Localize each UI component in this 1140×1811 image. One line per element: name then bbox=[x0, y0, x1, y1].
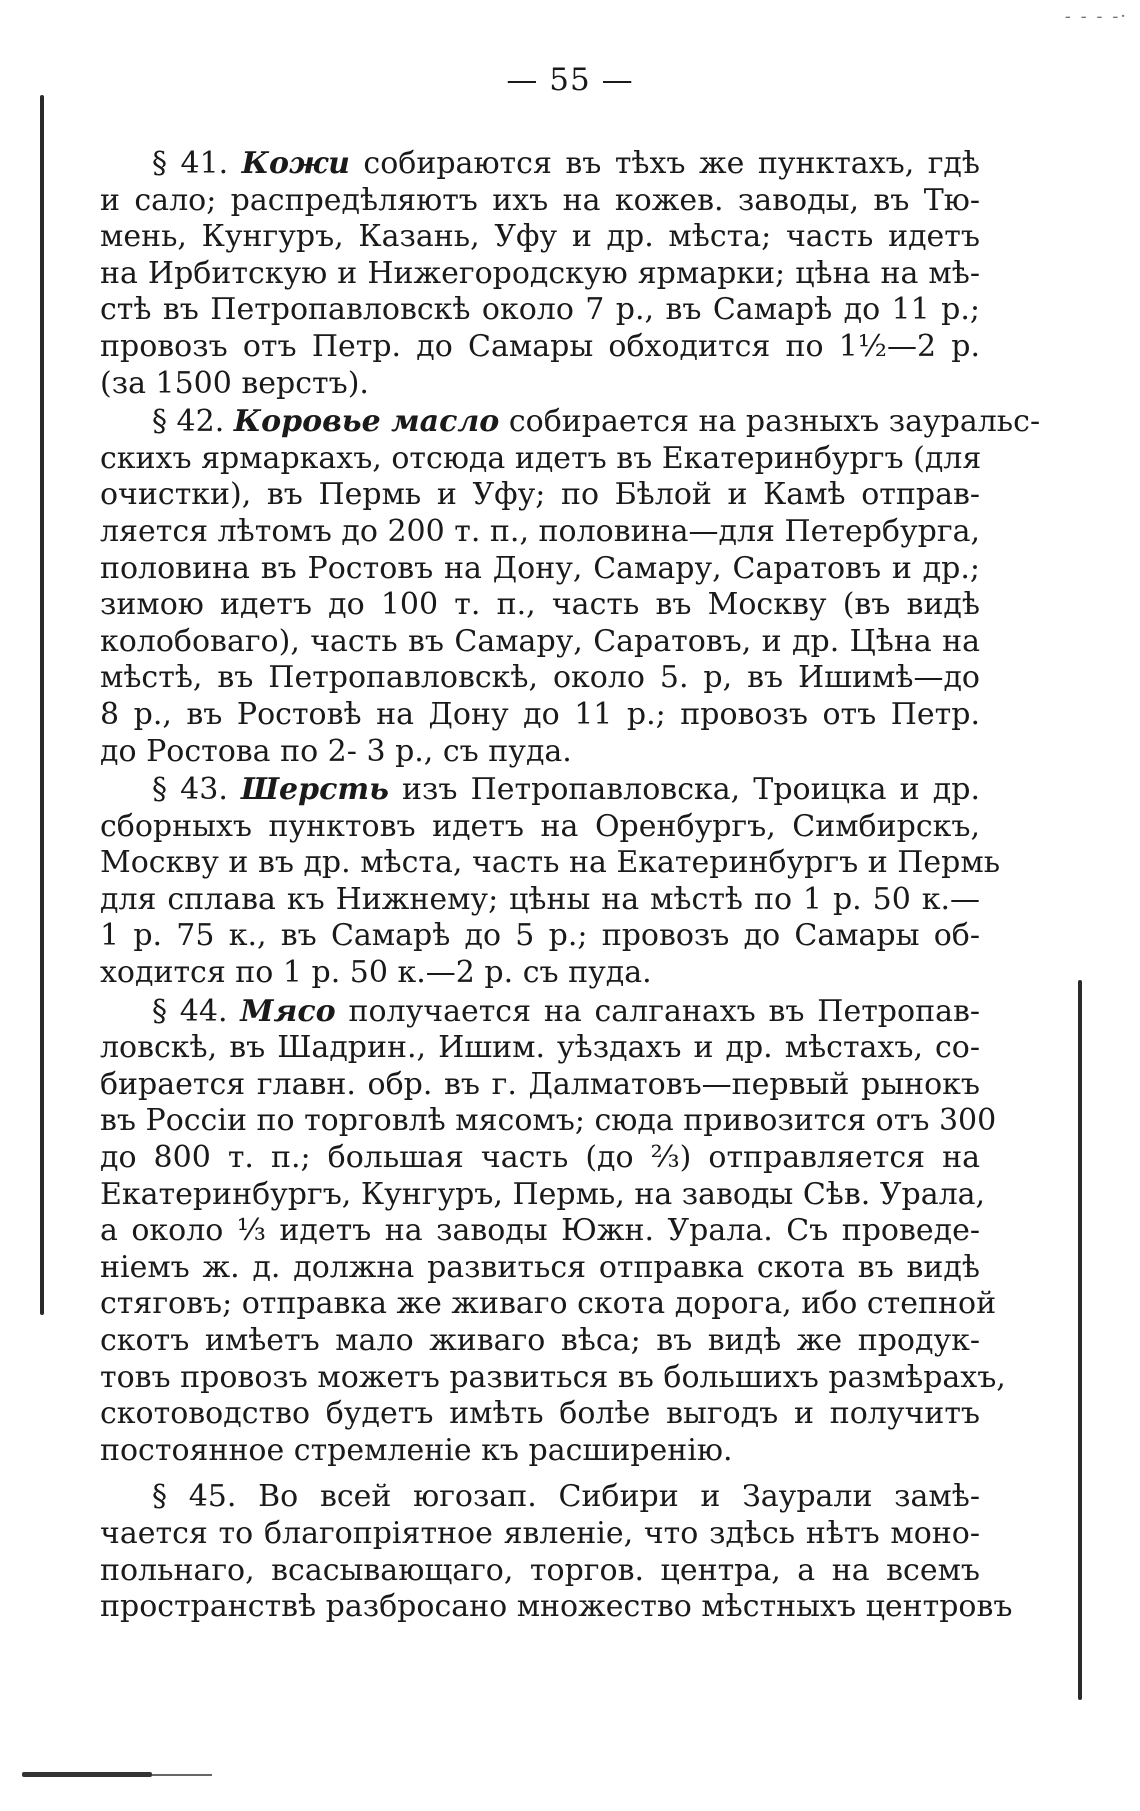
text-line: ходится по 1 р. 50 к.—2 р. съ пуда. bbox=[100, 955, 652, 991]
paragraph-45 bbox=[100, 1479, 1013, 1625]
text-line: товъ провозъ можетъ развиться въ большихъ размѣрахъ, bbox=[100, 1359, 1006, 1395]
text-line: сборныхъ пунктовъ идетъ на Оренбургъ, Симбирскъ, bbox=[100, 808, 980, 844]
text-line: бирается главн. обр. въ г. Далматовъ—первый рынокъ bbox=[100, 1066, 980, 1102]
text-line: 8 р., въ Ростовѣ на Дону до 11 р.; провозъ отъ Петр. bbox=[100, 696, 980, 732]
text-line: очистки), въ Пермь и Уфу; по Бѣлой и Камѣ отправ- bbox=[100, 477, 980, 513]
page-body bbox=[100, 146, 1041, 1626]
right-margin-rule bbox=[1078, 980, 1082, 1700]
text-line: (за 1500 верстъ). bbox=[100, 365, 369, 401]
text-line: § 43. Шерсть изъ Петропавловска, Троицка и др. bbox=[152, 772, 980, 808]
text-line: въ Россіи по торговлѣ мясомъ; сюда привозится отъ 300 bbox=[100, 1103, 997, 1139]
scan-edge-dash bbox=[152, 1774, 212, 1776]
highlighted-term: Шерсть bbox=[241, 772, 389, 808]
text-line: § 44. Мясо получается на салганахъ въ Петропав- bbox=[152, 993, 980, 1029]
paragraph-42 bbox=[100, 404, 1041, 770]
text-line: постоянное стремленіе къ расширенію. bbox=[100, 1432, 733, 1468]
text-line: Екатеринбургъ, Кунгуръ, Пермь, на заводы Сѣв. Урала, bbox=[100, 1176, 986, 1212]
text-line: польнаго, всасывающаго, торгов. центра, а на всемъ bbox=[100, 1552, 980, 1588]
text-line: скотоводство будетъ имѣть болѣе выгодъ и получитъ bbox=[100, 1396, 980, 1432]
text-line: стѣ въ Петропавловскѣ около 7 р., въ Самарѣ до 11 р.; bbox=[100, 292, 980, 328]
left-margin-rule bbox=[40, 95, 44, 1315]
text-line: § 45. Во всей югозап. Сибири и Заурали замѣ- bbox=[152, 1479, 980, 1515]
paragraph-gap bbox=[100, 1469, 980, 1479]
text-line: до Ростова по 2- 3 р., съ пуда. bbox=[100, 733, 572, 769]
margin-marks: - - - -· bbox=[1064, 6, 1128, 27]
highlighted-term: Коровье масло bbox=[233, 404, 500, 440]
text-line: и сало; распредѣляютъ ихъ на кожев. заводы, въ Тю- bbox=[100, 182, 980, 218]
text-line: 1 р. 75 к., въ Самарѣ до 5 р.; провозъ до Самары об- bbox=[100, 918, 980, 954]
text-line: провозъ отъ Петр. до Самары обходится по 1½—2 р. bbox=[100, 328, 980, 364]
paragraph-43 bbox=[100, 772, 1001, 992]
text-line: § 42. Коровье масло собирается на разныхъ зауральс- bbox=[152, 404, 1041, 440]
text-line: до 800 т. п.; большая часть (до ⅔) отправляется на bbox=[100, 1140, 980, 1176]
paragraph-44 bbox=[100, 993, 1006, 1470]
text-line: чается то благопріятное явленіе, что здѣсь нѣтъ моно- bbox=[100, 1515, 980, 1551]
scan-edge-mark bbox=[22, 1772, 152, 1777]
paragraph-41 bbox=[100, 146, 980, 402]
text-line: Москву и въ др. мѣста, часть на Екатеринбургъ и Пермь bbox=[100, 845, 1001, 881]
text-line: скихъ ярмаркахъ, отсюда идетъ въ Екатеринбургъ (для bbox=[100, 440, 982, 476]
text-line: мѣстѣ, въ Петропавловскѣ, около 5. р, въ Ишимѣ—до bbox=[100, 660, 980, 696]
text-line: на Ирбитскую и Нижегородскую ярмарки; цѣна на мѣ- bbox=[100, 255, 980, 291]
text-line: колобоваго), часть въ Самару, Саратовъ, и др. Цѣна на bbox=[100, 623, 980, 659]
text-line: половина въ Ростовъ на Дону, Самару, Саратовъ и др.; bbox=[100, 550, 980, 586]
text-line: ловскѣ, въ Шадрин., Ишим. уѣздахъ и др. мѣстахъ, со- bbox=[100, 1030, 980, 1066]
text-line: для сплава къ Нижнему; цѣны на мѣстѣ по 1 р. 50 к.— bbox=[100, 881, 980, 917]
text-line: § 41. Кожи собираются въ тѣхъ же пунктахъ, гдѣ bbox=[152, 146, 980, 181]
text-line: мень, Кунгуръ, Казань, Уфу и др. мѣста; часть идетъ bbox=[100, 219, 980, 255]
page-number: — 55 — bbox=[506, 62, 634, 98]
text-line: пространствѣ разбросано множество мѣстныхъ центровъ bbox=[100, 1589, 1013, 1625]
text-line: ніемъ ж. д. должна развиться отправка скота въ видѣ bbox=[100, 1249, 980, 1285]
highlighted-term: Мясо bbox=[240, 993, 336, 1029]
text-line: зимою идетъ до 100 т. п., часть въ Москву (въ видѣ bbox=[100, 587, 980, 623]
highlighted-term: Кожи bbox=[241, 146, 350, 181]
text-line: ляется лѣтомъ до 200 т. п., половина—для Петербурга, bbox=[100, 513, 980, 549]
text-line: скотъ имѣетъ мало живаго вѣса; въ видѣ же продук- bbox=[100, 1323, 980, 1358]
text-line: стяговъ; отправка же живаго скота дорога, ибо степной bbox=[100, 1286, 997, 1322]
text-line: а около ⅓ идетъ на заводы Южн. Урала. Съ проведе- bbox=[100, 1213, 980, 1249]
